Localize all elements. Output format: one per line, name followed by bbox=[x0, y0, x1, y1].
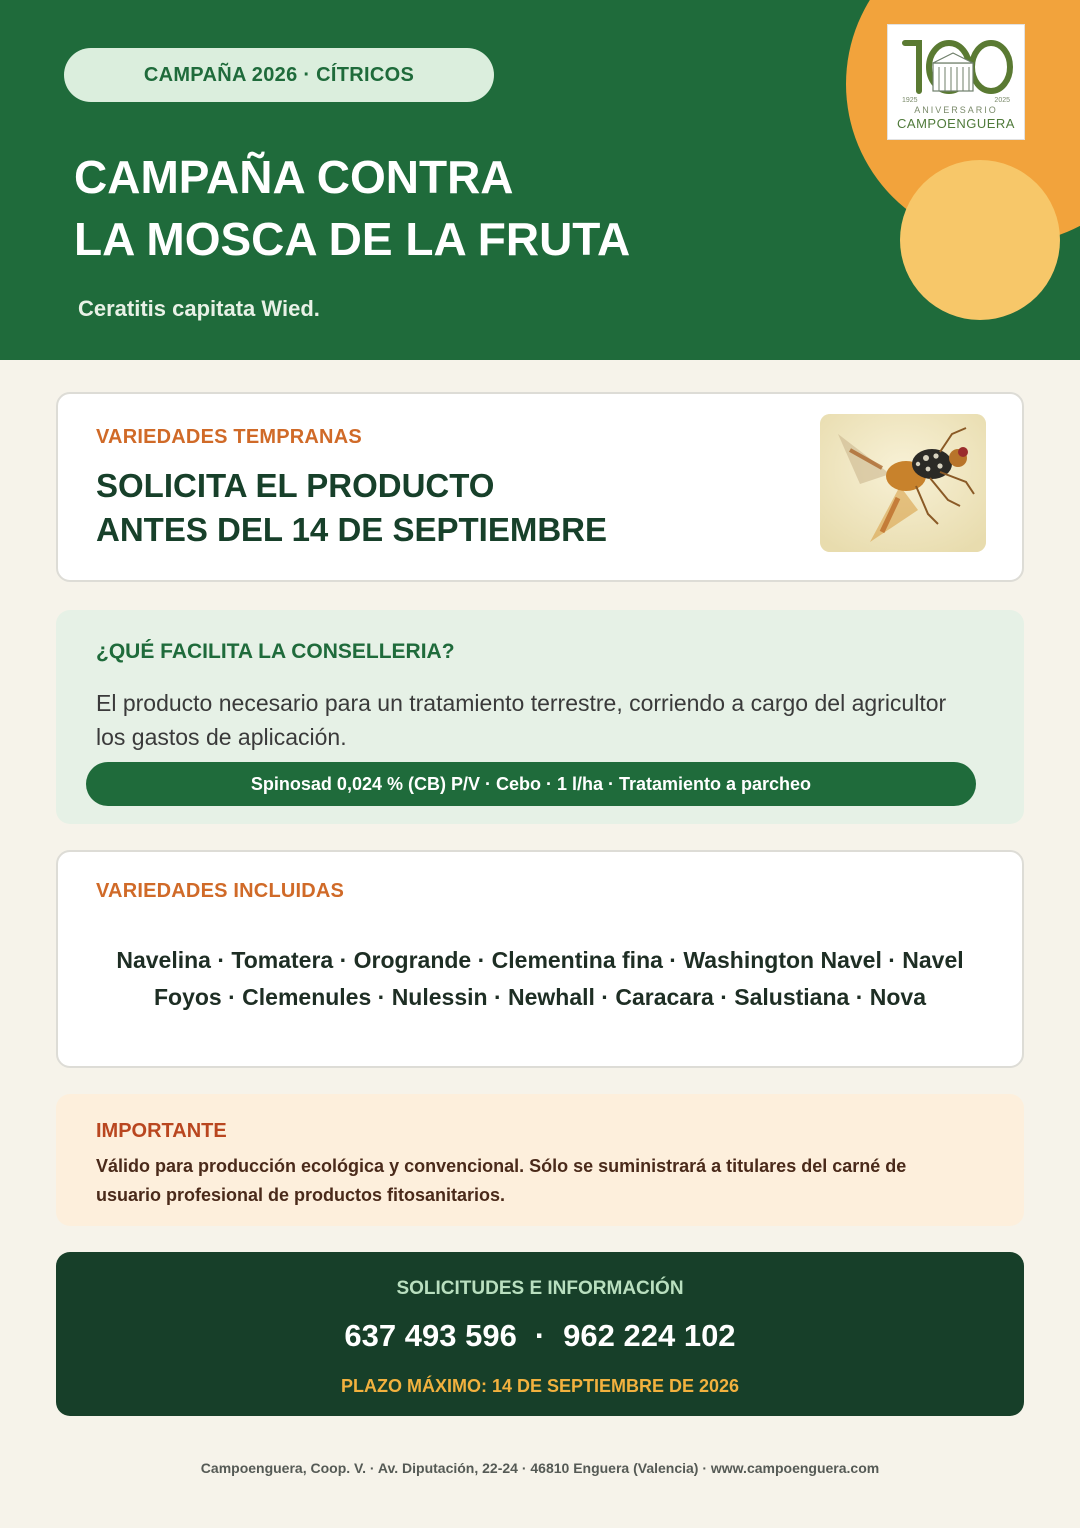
product-spec-pill: Spinosad 0,024 % (CB) P/V · Cebo · 1 l/ha · Tratamiento a parcheo bbox=[86, 762, 976, 806]
decorative-circle-small bbox=[900, 160, 1060, 320]
phone-number-2[interactable]: 962 224 102 bbox=[563, 1318, 736, 1353]
phone-number-1[interactable]: 637 493 596 bbox=[344, 1318, 517, 1353]
contact-title: SOLICITUDES E INFORMACIÓN bbox=[396, 1278, 684, 1299]
varieties-line2: Foyos · Clemenules · Nulessin · Newhall · Caracara · Salustiana · Nova bbox=[153, 984, 926, 1010]
header-banner bbox=[0, 0, 1080, 360]
contact-card bbox=[56, 1252, 1024, 1416]
conselleria-card bbox=[56, 610, 1024, 824]
conselleria-text: El producto necesario para un tratamiento terrestre, corriendo a cargo del agricultor los gastos de aplicación. bbox=[96, 690, 947, 750]
early-varieties-kicker: VARIEDADES TEMPRANAS bbox=[96, 426, 362, 448]
early-title-line2: ANTES DEL 14 DE SEPTIEMBRE bbox=[96, 511, 608, 548]
page-title bbox=[74, 146, 774, 270]
campaign-pill: CAMPAÑA 2026 · CÍTRICOS bbox=[64, 48, 494, 102]
phone-separator: · bbox=[534, 1318, 546, 1353]
varieties-line1: Navelina · Tomatera · Orogrande · Clementina fina · Washington Navel · Navel bbox=[116, 947, 964, 973]
page-title-line2: LA MOSCA DE LA FRUTA bbox=[74, 213, 631, 265]
anniversary-logo bbox=[887, 24, 1025, 140]
contact-phones bbox=[56, 1318, 1024, 1354]
deadline-text: PLAZO MÁXIMO: 14 DE SEPTIEMBRE DE 2026 bbox=[340, 1376, 740, 1396]
page-title-line1: CAMPAÑA CONTRA bbox=[74, 151, 514, 203]
varieties-list bbox=[78, 942, 1002, 1016]
logo-year-end: 2025 bbox=[994, 97, 1010, 104]
early-title-line1: SOLICITA EL PRODUCTO bbox=[96, 467, 495, 504]
fruit-fly-photo bbox=[820, 414, 986, 552]
early-varieties-title bbox=[96, 464, 607, 552]
logo-years bbox=[902, 97, 1010, 104]
included-varieties-card bbox=[56, 850, 1024, 1068]
important-text: Válido para producción ecológica y convencional. Sólo se suministrará a titulares del carné de usuario profesional de productos fitosanitarios. bbox=[96, 1156, 907, 1205]
logo-subtitle: ANIVERSARIO bbox=[914, 105, 998, 115]
scientific-name: Ceratitis capitata Wied. bbox=[78, 296, 320, 321]
footer-address: Campoenguera, Coop. V. · Av. Diputación, 22-24 · 46810 Enguera (Valencia) · www.campoenguera.com bbox=[200, 1460, 880, 1476]
conselleria-title: ¿QUÉ FACILITA LA CONSELLERIA? bbox=[96, 640, 455, 663]
early-varieties-card bbox=[56, 392, 1024, 582]
included-varieties-kicker: VARIEDADES INCLUIDAS bbox=[96, 880, 345, 902]
fruit-fly-icon bbox=[820, 414, 986, 552]
anniversary-100-icon bbox=[897, 37, 1015, 95]
important-title: IMPORTANTE bbox=[96, 1120, 227, 1142]
important-notice-card bbox=[56, 1094, 1024, 1226]
logo-company-name: CAMPOENGUERA bbox=[897, 116, 1015, 131]
logo-year-start: 1925 bbox=[902, 97, 918, 104]
